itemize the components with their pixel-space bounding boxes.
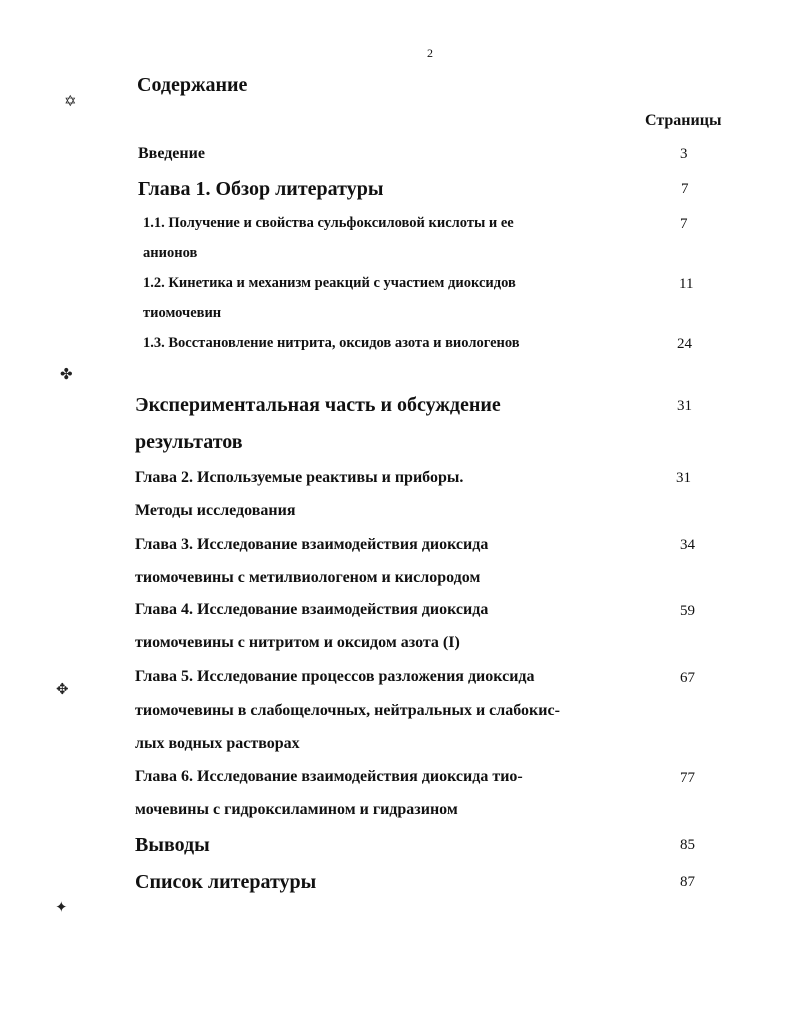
margin-mark-icon: ✤ — [60, 367, 73, 383]
margin-mark-icon: ✡ — [64, 94, 77, 110]
toc-entry-title-continued: тиомочевины с метилвиологеном и кислородом — [135, 569, 481, 586]
toc-entry-page: 24 — [677, 336, 692, 352]
toc-entry-page: 7 — [680, 216, 688, 232]
toc-entry-page: 34 — [680, 537, 695, 553]
toc-entry-page: 3 — [680, 146, 688, 162]
toc-entry-page: 59 — [680, 603, 695, 619]
toc-entry-title: 1.1. Получение и свойства сульфоксиловой кислоты и ее — [143, 215, 514, 231]
toc-section-title: Экспериментальная часть и обсуждение — [135, 394, 501, 416]
toc-entry-title-continued: мочевины с гидроксиламином и гидразином — [135, 801, 458, 818]
margin-mark-icon: ✦ — [55, 900, 68, 916]
toc-entry-title: Глава 5. Исследование процессов разложения диоксида — [135, 668, 535, 685]
toc-entry-title: 1.3. Восстановление нитрита, оксидов азота и виологенов — [143, 335, 520, 351]
toc-entry-title: Глава 4. Исследование взаимодействия диоксида — [135, 601, 489, 618]
toc-entry-title: Глава 1. Обзор литературы — [138, 178, 384, 200]
toc-entry-page: 31 — [677, 398, 692, 414]
toc-entry-page: 85 — [680, 837, 695, 853]
toc-entry-page: 31 — [676, 470, 691, 486]
toc-entry-title-continued: Методы исследования — [135, 502, 296, 519]
toc-entry-title-continued: лых водных растворах — [135, 735, 300, 752]
margin-mark-icon: ✥ — [56, 682, 69, 698]
toc-entry-title-continued: тиомочевин — [143, 305, 222, 321]
page-title: Содержание — [137, 74, 248, 96]
toc-entry-title: 1.2. Кинетика и механизм реакций с участием диоксидов — [143, 275, 516, 291]
toc-entry-title-continued: тиомочевины в слабощелочных, нейтральных и слабокис- — [135, 702, 560, 719]
page-number: 2 — [427, 46, 433, 60]
toc-section-title: Список литературы — [135, 871, 317, 893]
toc-entry-title: Введение — [138, 145, 205, 162]
toc-entry-page: 87 — [680, 874, 695, 890]
toc-section-title-continued: результатов — [135, 431, 243, 453]
toc-section-title: Выводы — [135, 834, 210, 856]
toc-entry-page: 7 — [681, 181, 689, 197]
toc-entry-page: 77 — [680, 770, 695, 786]
toc-entry-title: Глава 6. Исследование взаимодействия диоксида тио- — [135, 768, 523, 785]
toc-entry-title-continued: тиомочевины с нитритом и оксидом азота (I) — [135, 634, 460, 651]
toc-entry-page: 11 — [679, 276, 694, 292]
toc-entry-title: Глава 2. Используемые реактивы и приборы. — [135, 469, 464, 486]
toc-entry-title: Глава 3. Исследование взаимодействия диоксида — [135, 536, 489, 553]
toc-entry-title-continued: анионов — [143, 245, 198, 261]
pages-column-header: Страницы — [645, 112, 722, 129]
toc-entry-page: 67 — [680, 670, 695, 686]
